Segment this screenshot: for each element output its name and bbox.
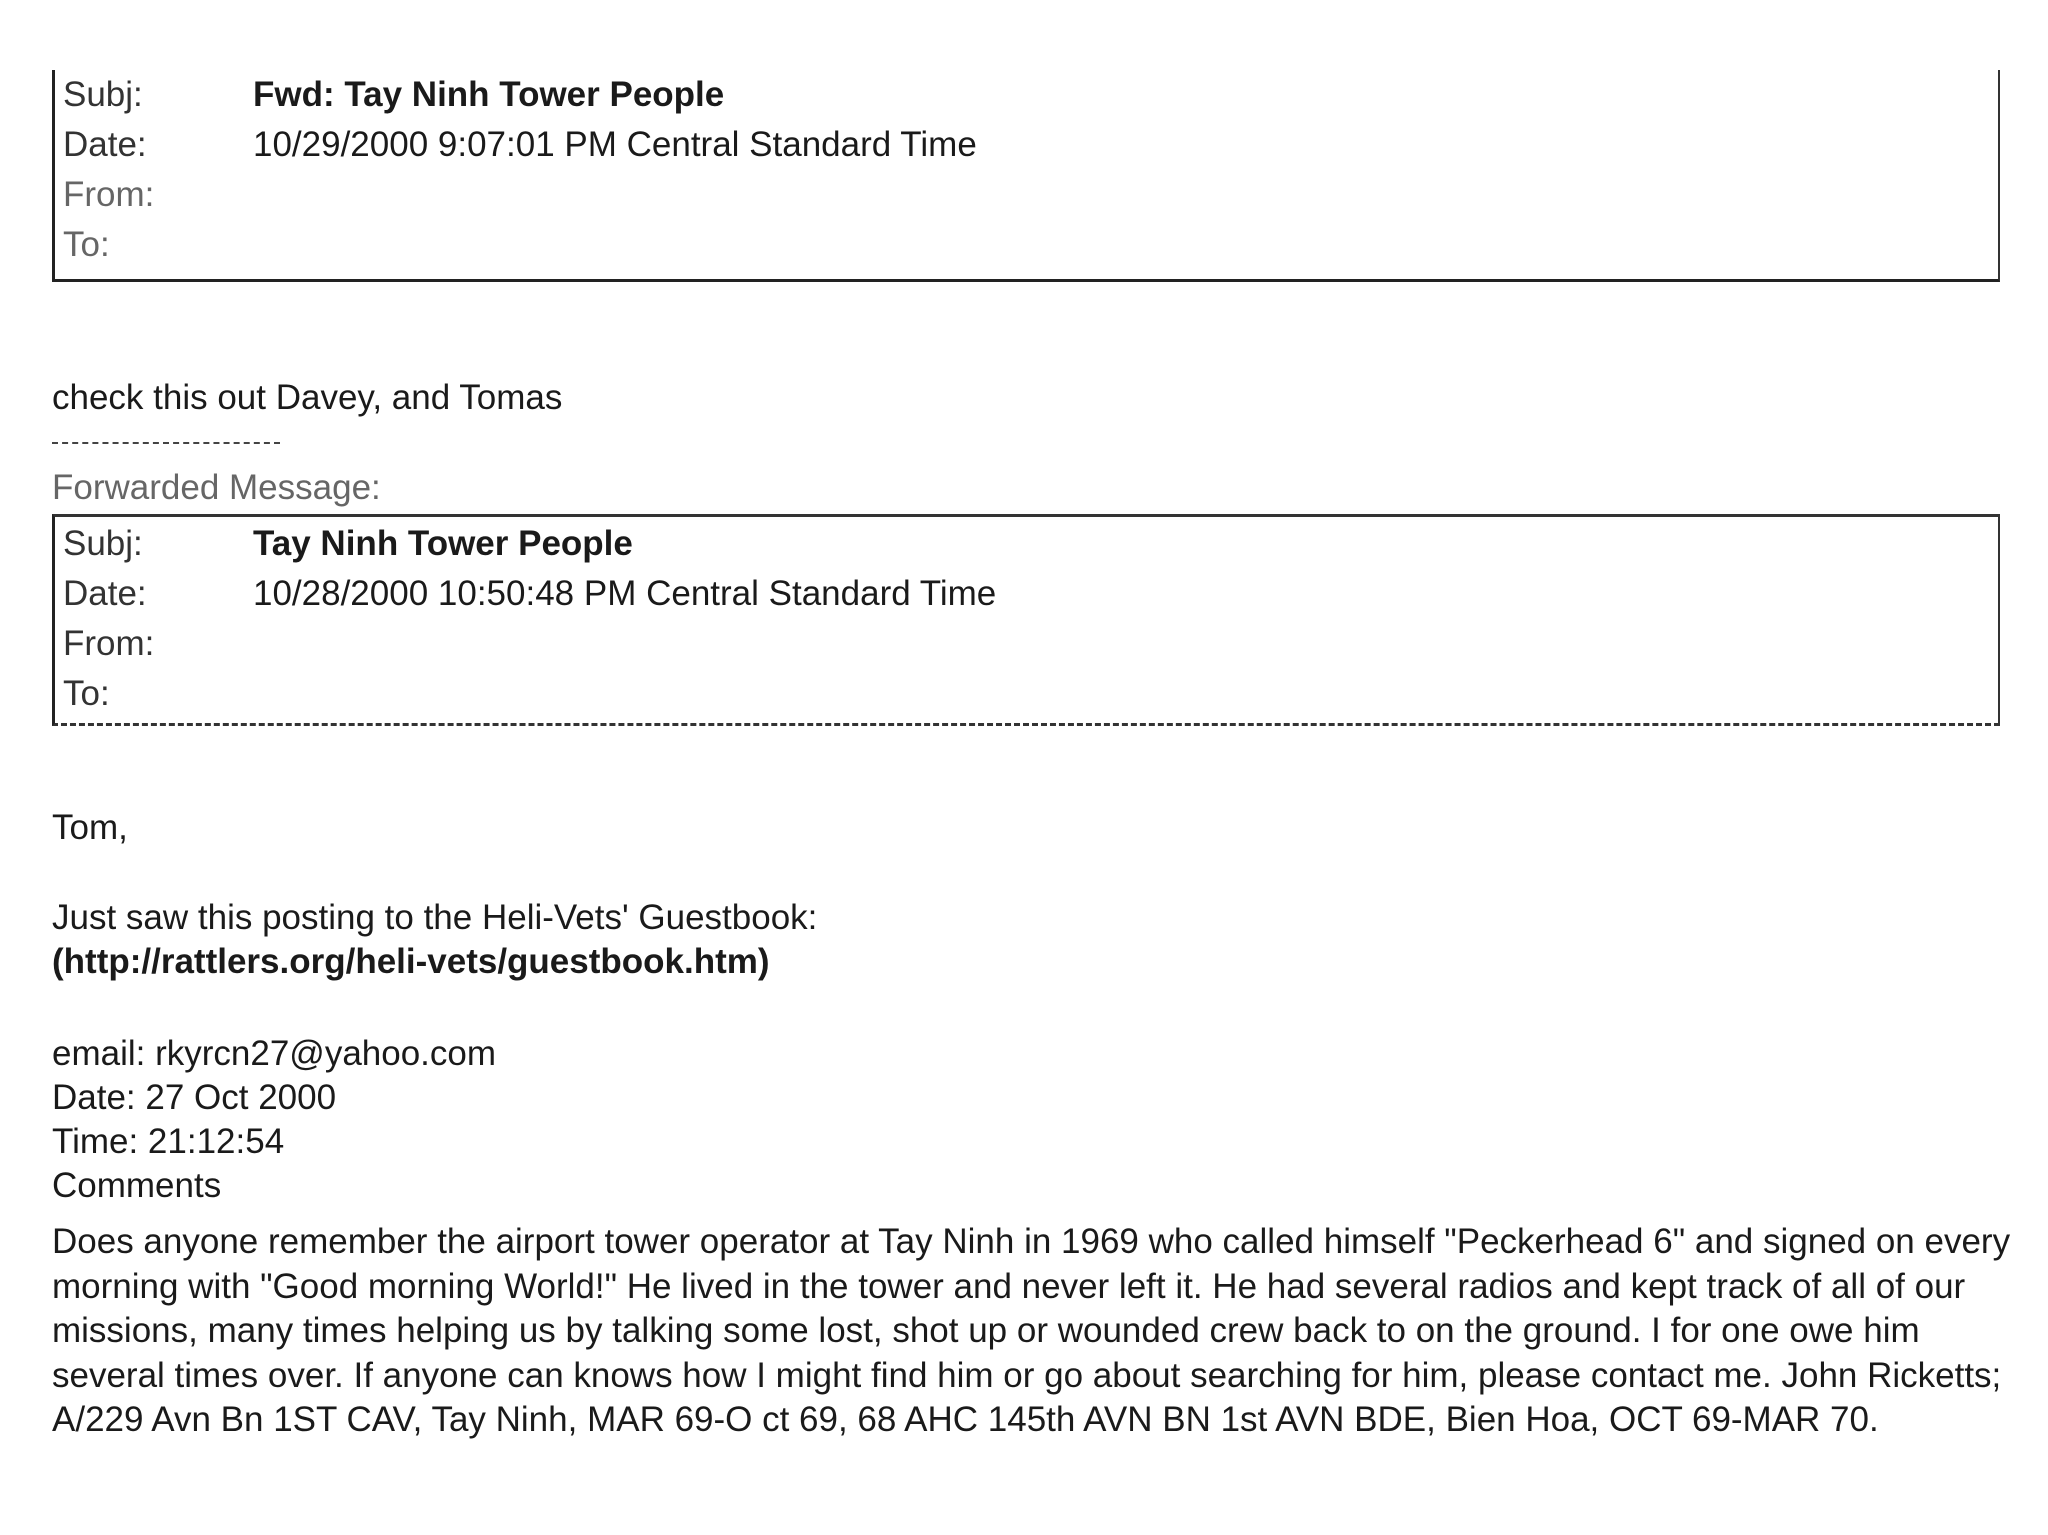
message-divider — [52, 442, 280, 444]
guestbook-email: email: rkyrcn27@yahoo.com — [52, 1034, 497, 1073]
outer-to-row — [55, 220, 1998, 270]
inner-subject-row — [55, 519, 1998, 569]
inner-date-row — [55, 569, 1998, 619]
inner-to-label: To: — [63, 674, 110, 713]
inner-header-box — [52, 514, 2000, 726]
guestbook-time: Time: 21:12:54 — [52, 1122, 285, 1161]
outer-date-value: 10/29/2000 9:07:01 PM Central Standard Time — [253, 125, 977, 164]
forwarded-message-label: Forwarded Message: — [52, 468, 381, 507]
greeting: Tom, — [52, 808, 128, 847]
outer-subject-value: Fwd: Tay Ninh Tower People — [253, 75, 725, 114]
guestbook-comment-text: Does anyone remember the airport tower operator at Tay Ninh in 1969 who called himself "Peckerhead 6" and signed on every morning with "Good morning World!" He lived in the tower and never left it. He had several radios and kept track of all of our missions, many times helping us by talking some lost, shot up or wounded crew back to on the ground. I for one owe him several times over. If anyone can knows how I might find him or go about searching for him, please contact me. John Ricketts; A/229 Avn Bn 1ST CAV, Tay Ninh, MAR 69-O ct 69, 68 AHC 145th AVN BN 1st AVN BDE, Bien Hoa, OCT 69-MAR 70. — [52, 1222, 2011, 1439]
guestbook-comments-label: Comments — [52, 1166, 222, 1205]
outer-date-label: Date: — [63, 125, 147, 164]
outer-subject-label: Subj: — [63, 75, 143, 114]
outer-to-label: To: — [63, 225, 110, 264]
inner-from-row — [55, 619, 1998, 669]
outer-date-row — [55, 120, 1998, 170]
inner-subject-value: Tay Ninh Tower People — [253, 524, 633, 563]
outer-from-label: From: — [63, 175, 155, 214]
intro-line: check this out Davey, and Tomas — [52, 378, 563, 417]
outer-subject-row — [55, 70, 1998, 120]
outer-from-row — [55, 170, 1998, 220]
inner-date-label: Date: — [63, 574, 147, 613]
inner-subject-label: Subj: — [63, 524, 143, 563]
inner-date-value: 10/28/2000 10:50:48 PM Central Standard Time — [253, 574, 997, 613]
outer-header-box — [52, 70, 2000, 282]
inner-to-row — [55, 669, 1998, 719]
guestbook-link[interactable]: (http://rattlers.org/heli-vets/guestbook.htm) — [52, 942, 770, 981]
posting-line: Just saw this posting to the Heli-Vets' Guestbook: — [52, 898, 818, 937]
guestbook-date: Date: 27 Oct 2000 — [52, 1078, 337, 1117]
inner-from-label: From: — [63, 624, 155, 663]
